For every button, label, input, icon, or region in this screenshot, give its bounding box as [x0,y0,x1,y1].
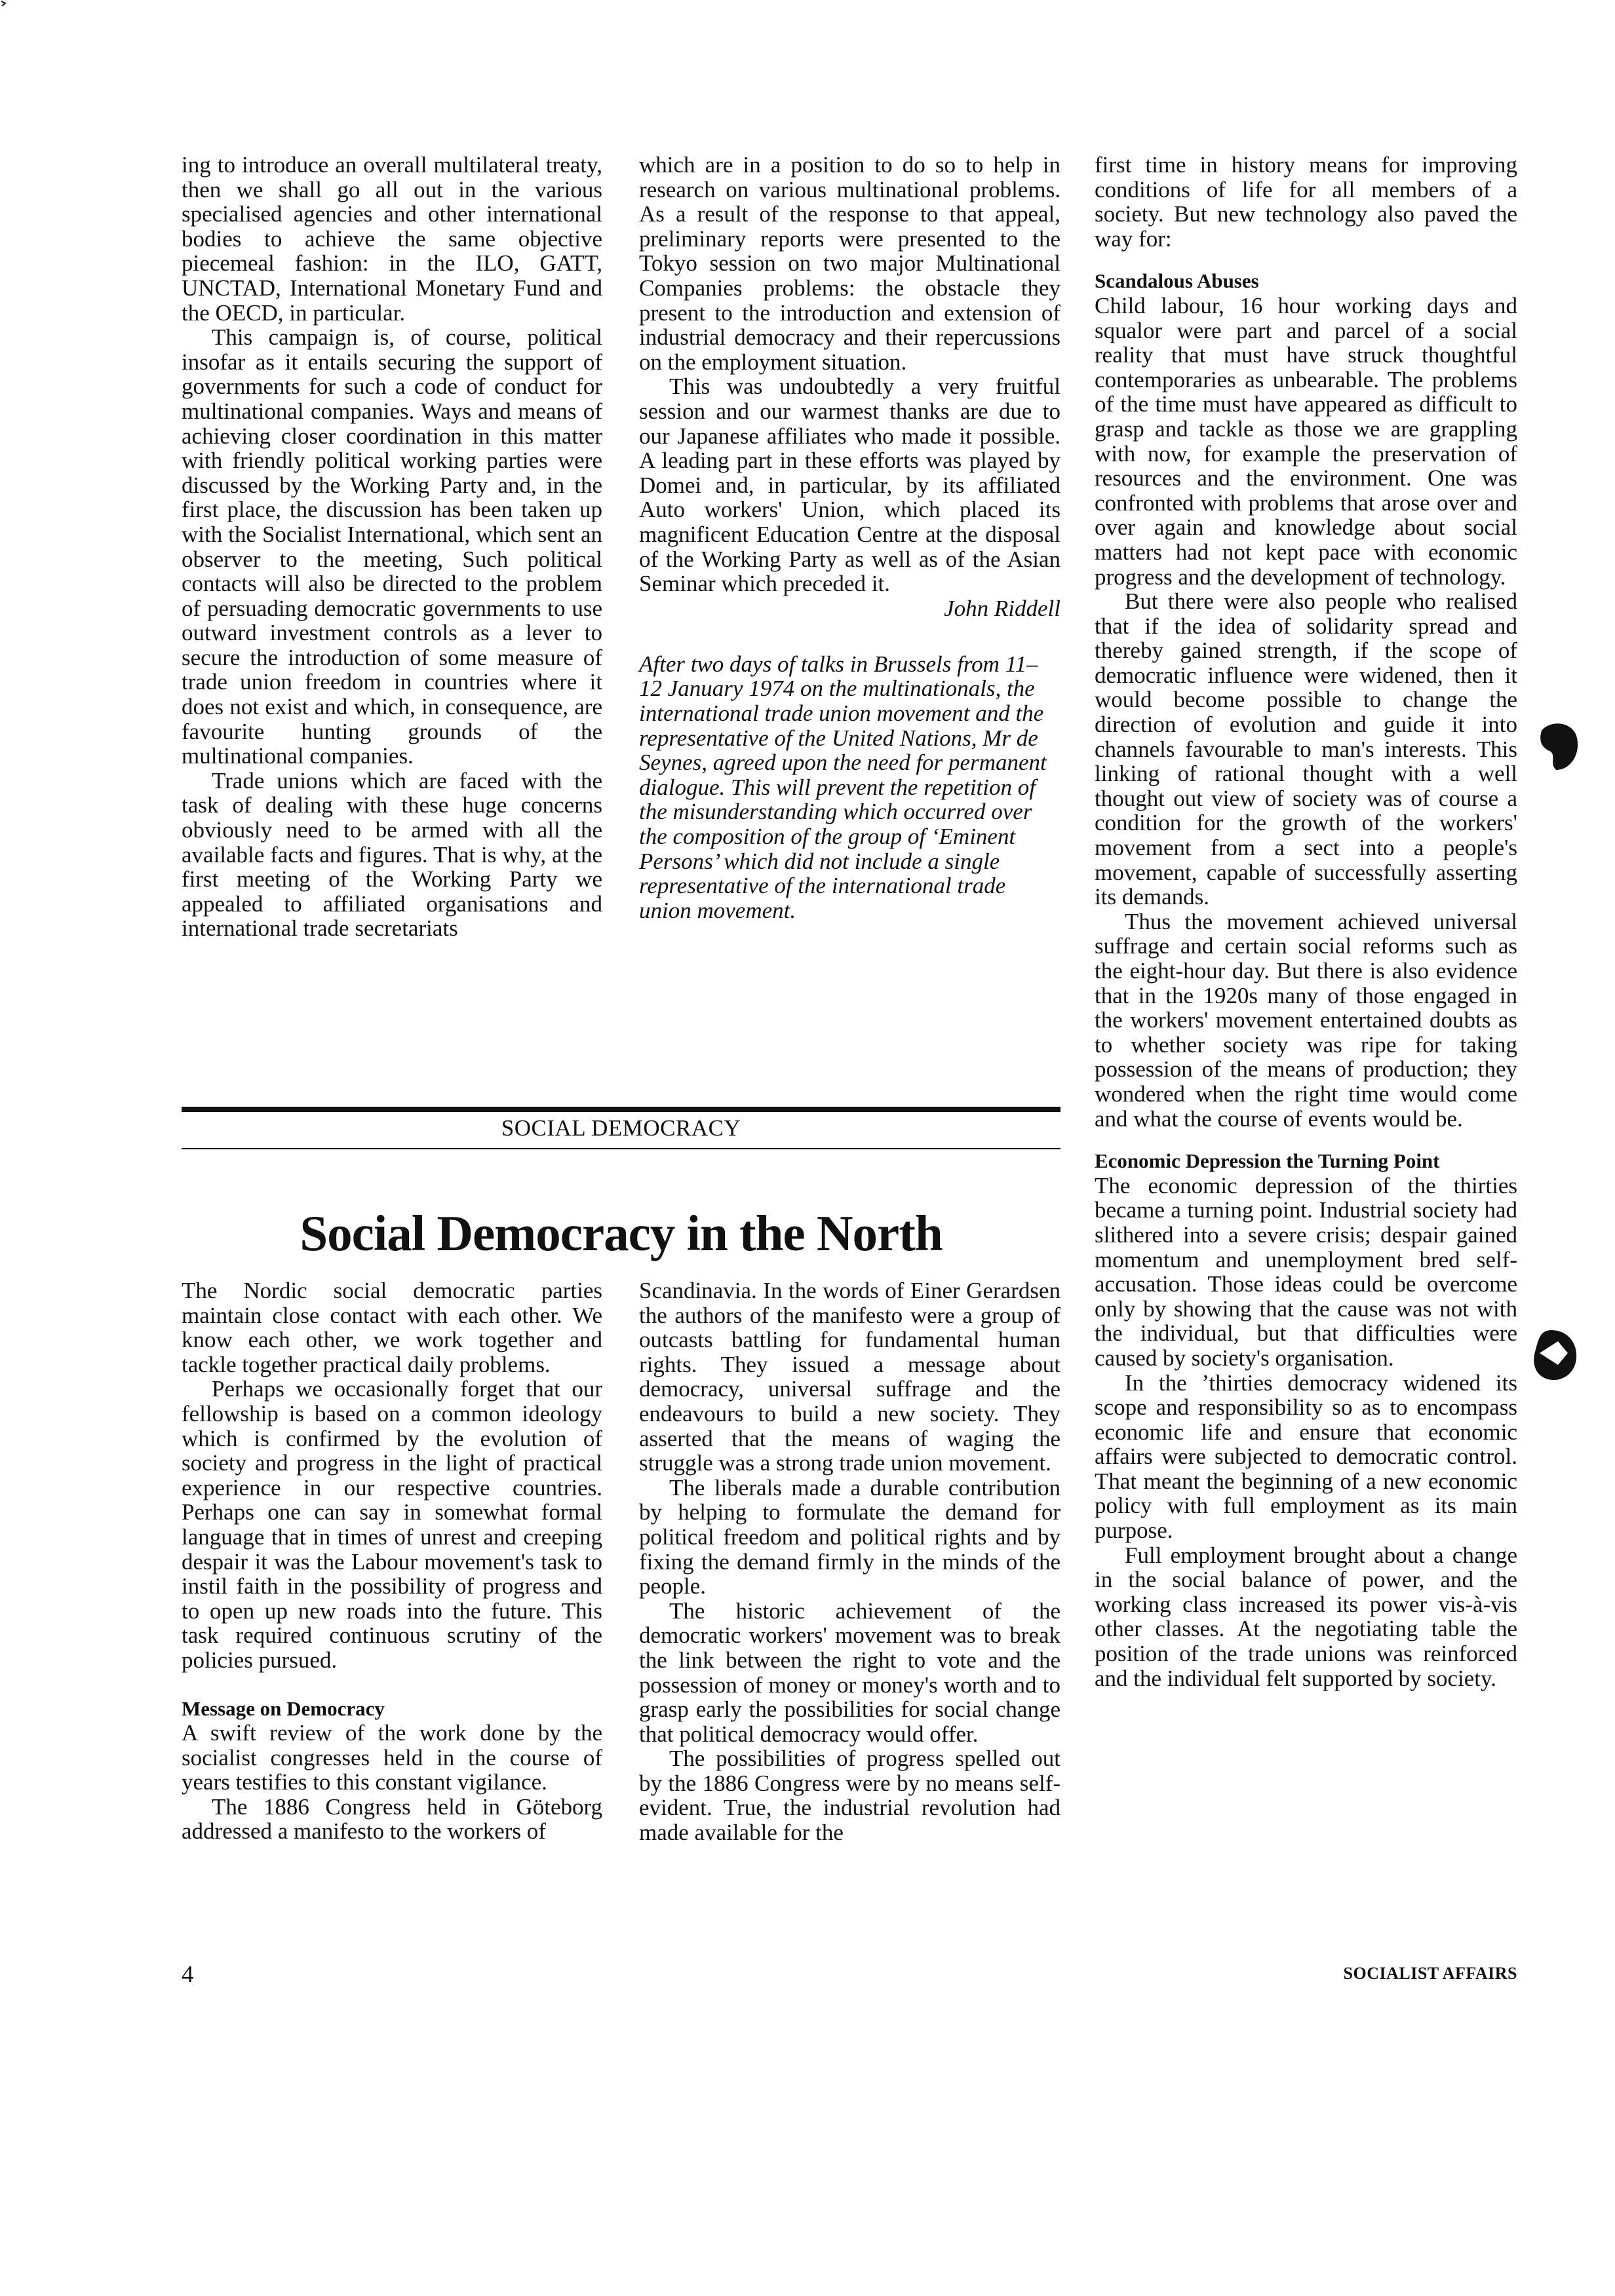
paragraph: Trade unions which are faced with the task of dealing with these huge concerns obviously need to be armed with all the available facts and figures. That is why, at the first meeting of the Working Party we appealed to affiliated organisations and international trade secretariats [182,767,602,942]
paragraph: The liberals made a durable contribution by helping to formulate the demand for political freedom and political rights and by fixing the demand firmly in the minds of the people. [639,1474,1060,1599]
paragraph: A swift review of the work done by the socialist congresses held in the course of years testifies to this constant vigilance. [182,1720,602,1795]
author-signature: John Riddell [944,595,1060,621]
article2-column-3 [1095,153,1517,1691]
section-rule-bottom [182,1148,1060,1149]
paragraph: This campaign is, of course, political insofar as it entails securing the support of governments for such a code of conduct for multinational companies. Ways and means of achieving closer coordination in this matter with friendly political working parties were discussed by the Working Party and, in the first place, the discussion has been taken up with the Socialist International, which sent an observer to the meeting, Such political contacts will also be directed to the problem of persuading democratic governments to use outward investment controls as a lever to secure the introduction of some measure of trade union freedom in countries where it does not exist and which, in consequence, are favourite hunting grounds of the multinational companies. [182,324,602,769]
paragraph: The possibilities of progress spelled out by the 1886 Congress were by no means self-evident. True, the industrial revolution had made available for the [639,1746,1060,1846]
running-footer: SOCIALIST AFFAIRS [1343,1964,1517,1983]
punch-hole-mark-upper [1536,718,1582,776]
punch-hole-mark-lower [1532,1327,1581,1386]
section-rule-top [182,1107,1060,1112]
paragraph: first time in history means for improving conditions of life for all members of a society. But new technology also paved the way for: [1095,152,1517,252]
section-label: SOCIAL DEMOCRACY [501,1115,741,1141]
article2-column-2 [639,1278,1060,1845]
paragraph: Full employment brought about a change in the social balance of power, and the working class increased its power vis-à-vis other classes. At the negotiating table the position of the trade unions was reinforced and the individual felt supported by society. [1095,1542,1517,1691]
subheading-scandalous-abuses: Scandalous Abuses [1095,269,1259,293]
paragraph: Perhaps we occasionally forget that our fellowship is based on a common ideology which is confirmed by the evolution of society and progress in the light of practical experience in our respective countries. Perhaps one can say in somewhat formal language that in times of unrest and creeping despair it was the Labour movement's task to instil faith in the possibility of progress and to open up new roads into the future. This task required continuous scrutiny of the policies pursued. [182,1376,602,1673]
article2-column-1 [182,1278,602,1844]
paragraph: Child labour, 16 hour working days and squalor were part and parcel of a social reality that must have struck thoughtful contemporaries as unbearable. The problems of the time must have appeared as difficult to grasp and tackle as those we are grappling with now, for example the preservation of resources and the environment. One was confronted with problems that arose over and over again and knowledge about social matters had not kept pace with economic progress and the development of technology. [1095,292,1517,590]
editorial-note: After two days of talks in Brussels from 11–12 January 1974 on the multinationals, the international trade union movement and the representative of the United Nations, Mr de Seynes, agreed upon the need for permanent dialogue. This will prevent the repetition of the misunderstanding which occurred over the composition of the group of ‘Eminent Persons’ which did not include a single representative of the international trade union movement. [639,651,1047,923]
article1-column-1 [182,153,602,941]
paragraph: The 1886 Congress held in Göteborg addressed a manifesto to the workers of [182,1793,602,1845]
paragraph: Thus the movement achieved universal suffrage and certain social reforms such as the eight-hour day. But there is also evidence that in the 1920s many of those engaged in the workers' movement entertained doubts as to whether society was ripe for taking possession of the means of production; they wondered when the right time would come and what the course of events would be. [1095,908,1517,1132]
article1-column-2 [639,153,1060,923]
article-headline: Social Democracy in the North [300,1205,943,1261]
paragraph: The Nordic social democratic parties maintain close contact with each other. We know each other, we work together and tackle together practical daily problems. [182,1278,602,1377]
paragraph: Scandinavia. In the words of Einer Gerardsen the authors of the manifesto were a group of outcasts battling for fundamental human rights. They issued a message about democracy, universal suffrage and the endeavours to build a new society. They asserted that the means of waging the struggle was a strong trade union movement. [639,1278,1060,1476]
paragraph: The economic depression of the thirties became a turning point. Industrial society had slithered into a severe crisis; despair gained momentum and unemployment bred self-accusation. Those ideas could be overcome only by showing that the cause was not with the individual, but that difficulties were caused by society's organisation. [1095,1172,1517,1371]
paragraph: In the ’thirties democracy widened its scope and responsibility so as to encompass economic life and ensure that economic affairs were subjected to democratic control. That meant the beginning of a new economic policy with full employment as its main purpose. [1095,1369,1517,1544]
scan-artifact-mark [0,0,8,9]
paragraph: But there were also people who realised that if the idea of solidarity spread and thereby gained strength, if the scope of democratic influence were widened, then it would become possible to change the direction of evolution and guide it into channels favourable to man's interests. This linking of rational thought with a well thought out view of society was of course a condition for the growth of the workers' movement from a sect into a people's movement, capable of successfully asserting its demands. [1095,588,1517,910]
paragraph: which are in a position to do so to help in research on various multinational problems. As a result of the response to that appeal, preliminary reports were presented to the Tokyo session on two major Multinational Companies problems: the obstacle they present to the introduction and extension of industrial democracy and their repercussions on the employment situation. [639,152,1060,375]
page-number: 4 [182,1961,194,1988]
paragraph: ing to introduce an overall multilateral treaty, then we shall go all out in the various specialised agencies and other international bodies to achieve the same objective piecemeal fashion: in the ILO, GATT, UNCTAD, International Monetary Fund and the OECD, in particular. [182,152,602,326]
subheading-economic-depression: Economic Depression the Turning Point [1095,1149,1440,1173]
paragraph: This was undoubtedly a very fruitful session and our warmest thanks are due to our Japanese affiliates who made it possible. A leading part in these efforts was played by Domei and, in particular, by its affiliated Auto workers' Union, which placed its magnificent Education Centre at the disposal of the Working Party as well as of the Asian Seminar which preceded it. [639,373,1060,597]
paragraph: The historic achievement of the democratic workers' movement was to break the link between the right to vote and the possession of money or money's worth and to grasp early the possibilities for social change that political democracy would offer. [639,1598,1060,1747]
subheading-message-on-democracy: Message on Democracy [182,1696,385,1720]
